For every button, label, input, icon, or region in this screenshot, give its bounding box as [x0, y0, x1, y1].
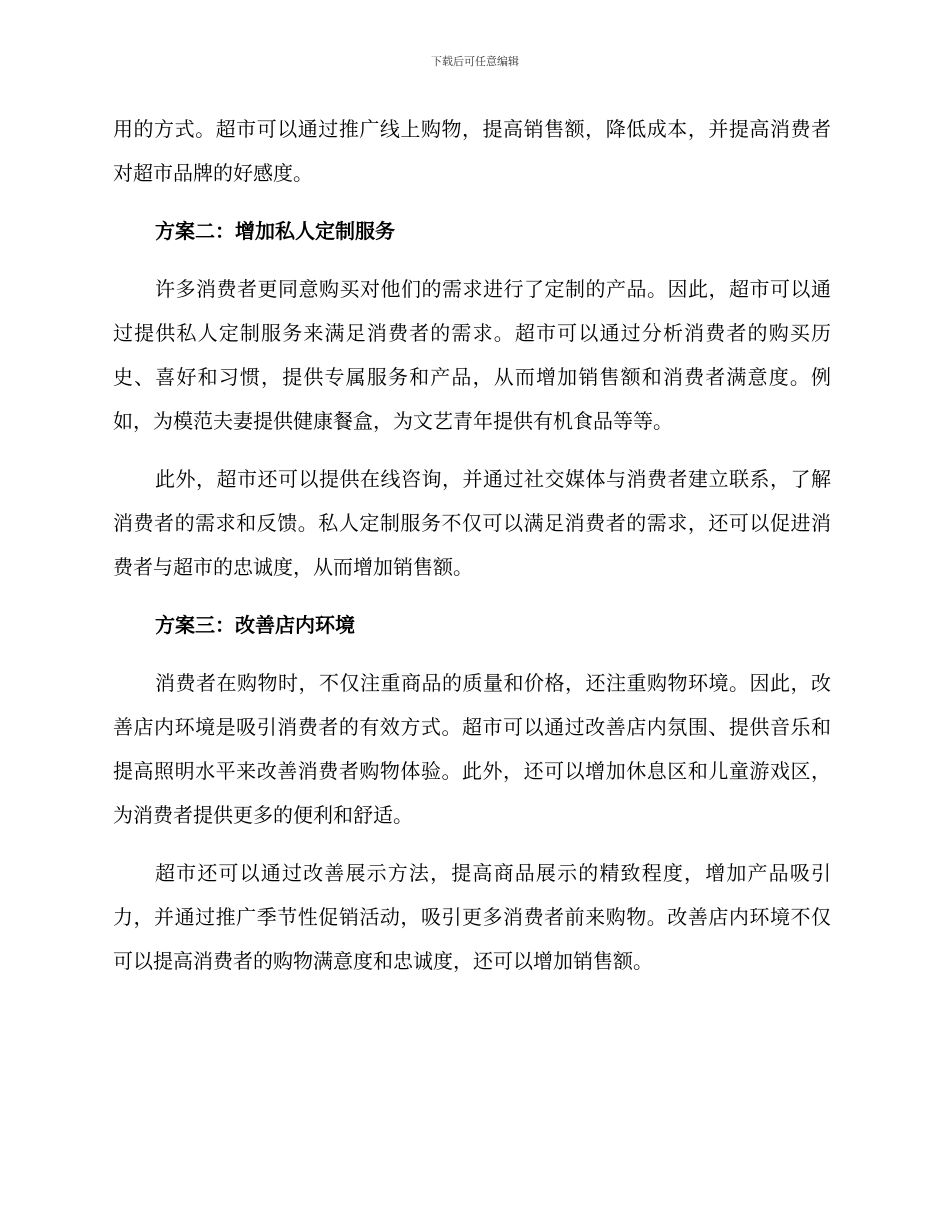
paragraph-store-environment: 消费者在购物时，不仅注重商品的质量和价格，还注重购物环境。因此，改善店内环境是吸引消费者的有效方式。超市可以通过改善店内氛围、提供音乐和提高照明水平来改善消费者购物体验。此外，还可以增加休息区和儿童游戏区，为消费者提供更多的便利和舒适。	[113, 671, 831, 827]
paragraph-continuation: 用的方式。超市可以通过推广线上购物，提高销售额，降低成本，并提高消费者对超市品牌的好感度。	[113, 117, 831, 185]
paragraph-custom-service: 许多消费者更同意购买对他们的需求进行了定制的产品。因此，超市可以通过提供私人定制服务来满足消费者的需求。超市可以通过分析消费者的购买历史、喜好和习惯，提供专属服务和产品，从而增加销售额和消费者满意度。例如，为模范夫妻提供健康餐盒，为文艺青年提供有机食品等等。	[113, 277, 831, 433]
page-header: 下载后可任意编辑	[431, 55, 519, 68]
section-heading-plan-three: 方案三：改善店内环境	[155, 613, 355, 637]
section-heading-plan-two: 方案二：增加私人定制服务	[155, 219, 395, 243]
paragraph-online-consult: 此外，超市还可以提供在线咨询，并通过社交媒体与消费者建立联系，了解消费者的需求和反馈。私人定制服务不仅可以满足消费者的需求，还可以促进消费者与超市的忠诚度，从而增加销售额。	[113, 467, 831, 579]
paragraph-display-methods: 超市还可以通过改善展示方法，提高商品展示的精致程度，增加产品吸引力，并通过推广季节性促销活动，吸引更多消费者前来购物。改善店内环境不仅可以提高消费者的购物满意度和忠诚度，还可以增加销售额。	[113, 861, 831, 973]
document-body	[113, 107, 831, 997]
